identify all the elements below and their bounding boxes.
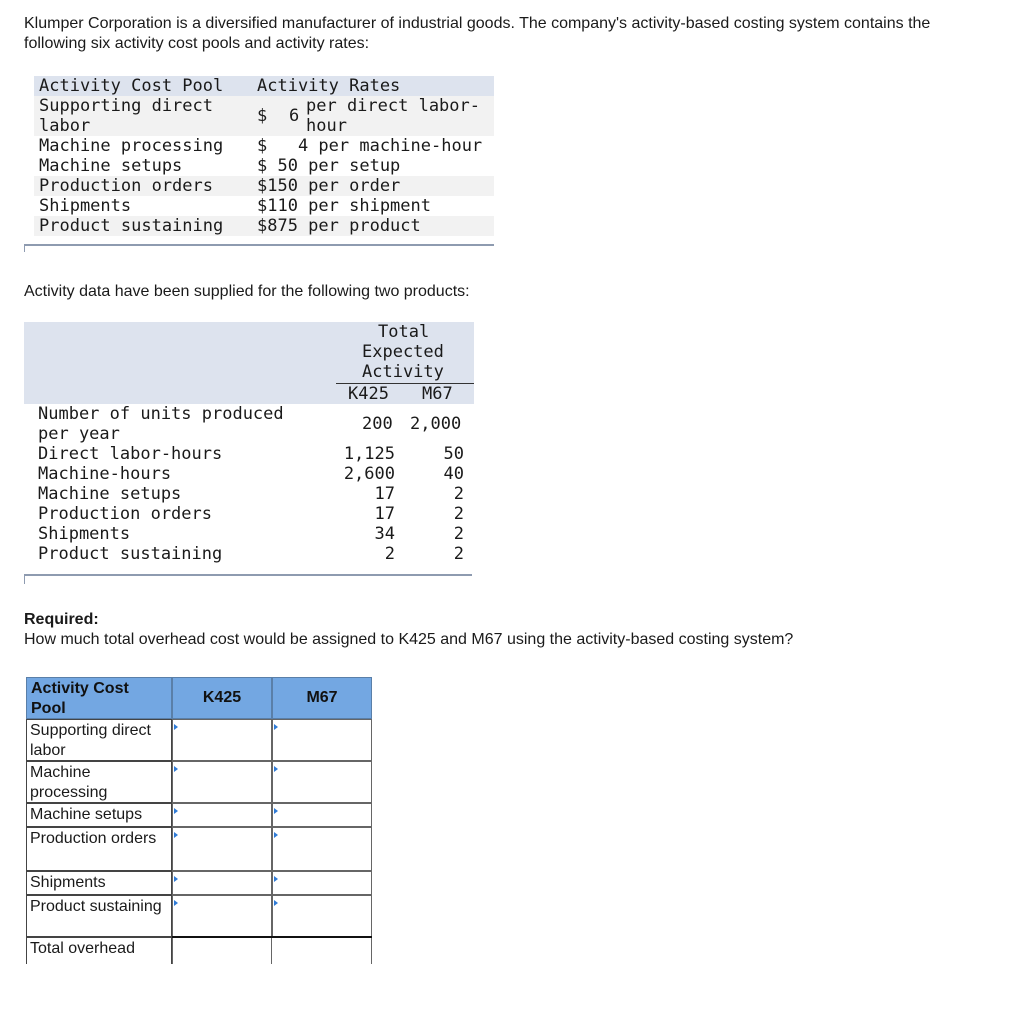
k425-machine-setups-input[interactable] <box>172 803 272 827</box>
activity-data-intro: Activity data have been supplied for the following two products: <box>24 283 470 300</box>
activity-k425-value: 17 <box>374 484 395 504</box>
m67-product-sustaining-field[interactable] <box>275 898 373 934</box>
k425-product-sustaining-input[interactable] <box>172 895 272 937</box>
col-header-m67: M67 <box>422 384 453 404</box>
activity-m67-value: 2 <box>453 484 464 504</box>
grid-header-pool: Activity Cost Pool <box>26 677 172 719</box>
activity-m67-value: 50 <box>443 444 464 464</box>
activity-header-line: Total <box>378 322 430 342</box>
m67-production-orders-field[interactable] <box>275 830 373 868</box>
k425-product-sustaining-field[interactable] <box>175 898 273 934</box>
grid-total-label: Total overhead <box>26 937 172 964</box>
m67-machine-setups-field[interactable] <box>275 806 373 824</box>
k425-shipments-field[interactable] <box>175 874 273 892</box>
activity-header-line: Expected <box>362 342 444 362</box>
m67-machine-processing-input[interactable] <box>272 761 372 803</box>
rates-pool-label: Production orders <box>39 176 213 196</box>
m67-machine-processing-field[interactable] <box>275 764 373 800</box>
rates-amount: 6 <box>289 106 300 126</box>
activity-header-line: Activity <box>362 362 444 382</box>
k425-shipments-input[interactable] <box>172 871 272 895</box>
table-left-border <box>24 574 25 584</box>
activity-m67-value: 40 <box>443 464 464 484</box>
activity-m67-value: 2 <box>453 544 464 564</box>
k425-machine-processing-field[interactable] <box>175 764 273 800</box>
rates-rate: $ 50 per setup <box>257 156 401 176</box>
activity-row-label: Number of units produced <box>38 404 284 424</box>
activity-row-label: Production orders <box>38 504 212 524</box>
activity-row-label: Machine setups <box>38 484 182 504</box>
activity-k425-value: 34 <box>374 524 395 544</box>
grid-row-label: Production orders <box>26 827 172 871</box>
required-label: Required: <box>24 611 99 628</box>
rates-pool-label: labor <box>39 116 91 136</box>
grid-row-label: Supporting direct labor <box>26 719 172 761</box>
table-left-border <box>24 244 25 252</box>
grid-row-label: Product sustaining <box>26 895 172 937</box>
activity-k425-value: 1,125 <box>343 444 395 464</box>
k425-production-orders-input[interactable] <box>172 827 272 871</box>
rates-header-rates: Activity Rates <box>257 76 401 96</box>
activity-k425-value: 2,600 <box>343 464 395 484</box>
activity-row-label: Shipments <box>38 524 131 544</box>
problem-intro: Klumper Corporation is a diversified manufacturer of industrial goods. The company's activity-based costing system contains the following six activity cost pools and activity rates: <box>24 15 931 52</box>
activity-row-label: per year <box>38 424 120 444</box>
activity-m67-value: 2 <box>453 524 464 544</box>
grid-row-label: Machine setups <box>26 803 172 827</box>
rates-pool-label: Supporting direct <box>39 96 213 116</box>
required-question: How much total overhead cost would be assigned to K425 and M67 using the activity-based costing system? <box>24 631 794 648</box>
rates-rate: $150 per order <box>257 176 401 196</box>
table-bottom-border <box>24 574 472 576</box>
rates-unit: hour <box>306 116 347 136</box>
rates-rate: $875 per product <box>257 216 421 236</box>
m67-production-orders-input[interactable] <box>272 827 372 871</box>
units-m67-value: 2,000 <box>410 414 462 434</box>
col-header-k425: K425 <box>348 384 389 404</box>
m67-total-overhead-cell <box>272 938 372 964</box>
activity-row-label: Machine-hours <box>38 464 172 484</box>
k425-production-orders-field[interactable] <box>175 830 273 868</box>
rates-pool-label: Shipments <box>39 196 132 216</box>
k425-machine-processing-input[interactable] <box>172 761 272 803</box>
grid-row-label: Machine processing <box>26 761 172 803</box>
k425-machine-setups-field[interactable] <box>175 806 273 824</box>
table-bottom-border <box>24 244 494 246</box>
m67-supporting-direct-labor-field[interactable] <box>275 722 373 758</box>
m67-shipments-input[interactable] <box>272 871 372 895</box>
rates-rate: $110 per shipment <box>257 196 431 216</box>
activity-row-label: Direct labor-hours <box>38 444 223 464</box>
rates-header-pool: Activity Cost Pool <box>39 76 224 96</box>
grid-header-k425: K425 <box>172 677 272 719</box>
activity-rates-table <box>24 74 494 252</box>
units-k425-value: 200 <box>362 414 393 434</box>
m67-supporting-direct-labor-input[interactable] <box>272 719 372 761</box>
rates-dollar-sign: $ <box>257 106 268 126</box>
rates-unit: per direct labor- <box>306 96 480 116</box>
rates-rate: $ 4 per machine-hour <box>257 136 483 156</box>
m67-product-sustaining-input[interactable] <box>272 895 372 937</box>
activity-m67-value: 2 <box>453 504 464 524</box>
k425-total-overhead-cell <box>172 938 272 964</box>
rates-pool-label: Machine setups <box>39 156 183 176</box>
rates-pool-label: Product sustaining <box>39 216 224 236</box>
k425-supporting-direct-labor-field[interactable] <box>175 722 273 758</box>
activity-data-table <box>24 322 474 584</box>
grid-row-label: Shipments <box>26 871 172 895</box>
m67-shipments-field[interactable] <box>275 874 373 892</box>
k425-supporting-direct-labor-input[interactable] <box>172 719 272 761</box>
rates-pool-label: Machine processing <box>39 136 224 156</box>
activity-k425-value: 17 <box>374 504 395 524</box>
m67-machine-setups-input[interactable] <box>272 803 372 827</box>
grid-header-m67: M67 <box>272 677 372 719</box>
activity-k425-value: 2 <box>384 544 395 564</box>
activity-row-label: Product sustaining <box>38 544 223 564</box>
